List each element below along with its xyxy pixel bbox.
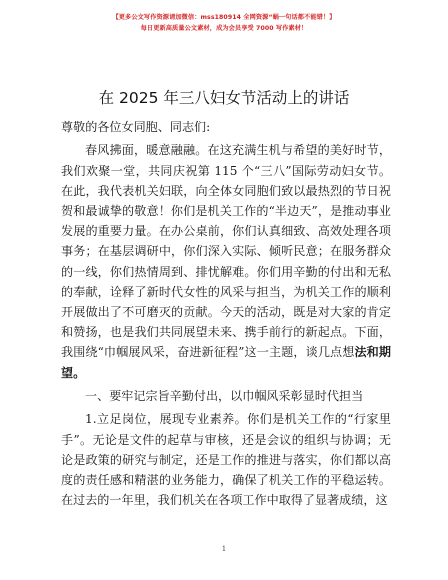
subsection-1 xyxy=(61,409,391,510)
salutation: 尊敬的各位女同胞、同志们: xyxy=(61,120,211,134)
subsection-1-text: 你们是机关工作的“行家里手”。无论是文件的起草与审核，还是会议的组织与协调；无论是政策的研究与制定，还是工作的推进与落实，你们都以高度的责任感和精湛的业务能力，确保了机关工作的平稳运转。在过去的一年里，我们机关在各项工作中取得了显著成绩，这 xyxy=(61,412,391,508)
promo-banner-line1: 【更多公文写作资源请加微信：mss180914 全网资源“蜗一句话都不能错！】 xyxy=(112,14,336,21)
paragraph-1-bold: 法和期望。 xyxy=(61,345,391,380)
paragraph-1 xyxy=(61,140,391,382)
document-title: 在 2025 年三八妇女节活动上的讲话 xyxy=(98,89,350,107)
promo-banner-line2: 每日更新高质量公文素材，成为会员享受 7000 写作素材！ xyxy=(140,25,308,32)
paragraph-1-text: 春风拂面，暖意融融。在这充满生机与希望的美好时节，我们欢聚一堂，共同庆祝第 115 个“三八”国际劳动妇女节。在此，我代表机关妇联，向全体女同胞们致以最热烈的节日祝贺和最诚挚的敬意！你们是机关工作的“半边天”，是推动事业发展的重要力量。在办公桌前，你们认真细致、高效处理各项事务；在基层调研中，你们深入实际、倾听民意；在服务群众的一线，你们热情周到、排忧解难。你们用辛勤的付出和无私的奉献，诠释了新时代女性的风采与担当，为机关工作的顺利开展做出了不可磨灭的贡献。今天的活动，既是对大家的肯定和赞扬，也是我们共同展望未来、携手前行的新起点。下面，我围绕“巾帼展风采，奋进新征程”这一主题，谈几点想 xyxy=(61,143,391,360)
section-heading-1: 一、要牢记宗旨辛勤付出，以巾帼风采彰显时代担当 xyxy=(85,389,364,404)
document-body xyxy=(61,117,391,514)
page-number: 1 xyxy=(221,545,227,553)
subsection-1-heading: 1.立足岗位，展现专业素养。 xyxy=(85,412,248,427)
